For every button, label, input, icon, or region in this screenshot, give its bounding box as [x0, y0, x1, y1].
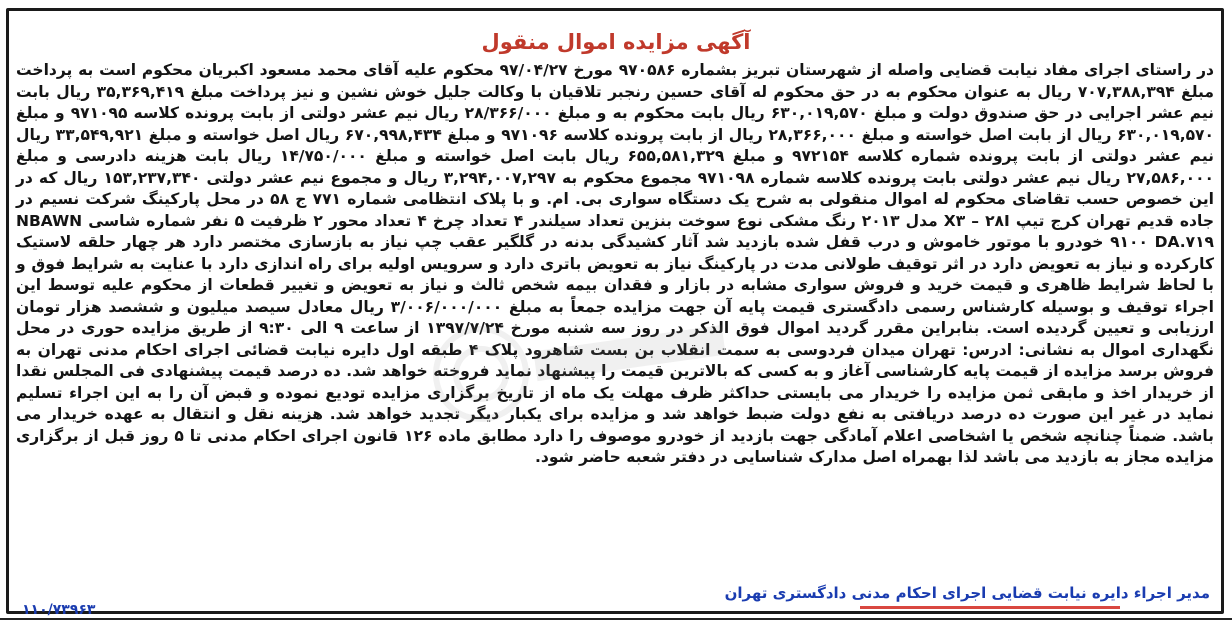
notice-body: در راستای اجرای مفاد نیابت قضایی واصله از شهرستان تبریز بشماره ۹۷۰۵۸۶ مورخ ۹۷/۰۴/۲۷ محکوم علیه آقای محمد مسعود اکبریان محکوم است به پرداخت مبلغ ۷۰۷,۳۸۸,۳۹۴ ریال به عنوان محکوم به در حق محکوم له آقای حسین رنجبر تلاقیان با وکالت جلیل خوش نشین و نیز پرداخت مبلغ ۳۵,۳۶۹,۴۱۹ ریال بابت نیم عشر اجرایی در حق صندوق دولت و مبلغ ۶۳۰,۰۱۹,۵۷۰ ریال بابت محکوم به و مبلغ ۲۸/۳۶۶/۰۰۰ ریال نیم عشر دولتی از بابت پرونده کلاسه ۹۷۱۰۹۵ و مبلغ ۶۳۰,۰۱۹,۵۷۰ ریال از بابت اصل خواسته و مبلغ ۲۸,۳۶۶,۰۰۰ ریال از بابت پرونده کلاسه ۹۷۱۰۹۶ و مبلغ ۶۷۰,۹۹۸,۴۳۴ ریال اصل خواسته و مبلغ ۳۳,۵۴۹,۹۲۱ ریال نیم عشر دولتی از بابت پرونده شماره کلاسه ۹۷۲۱۵۴ و مبلغ ۶۵۵,۵۸۱,۳۲۹ ریال بابت اصل خواسته و مبلغ ۱۴/۷۵۰/۰۰۰ ریال بابت هزینه دادرسی و مبلغ ۲۷,۵۸۶,۰۰۰ ریال نیم عشر دولتی بابت پرونده کلاسه شماره ۹۷۱۰۹۸ مجموع محکوم به ۳,۲۹۴,۰۰۷,۲۹۷ ریال و مجموع نیم عشر دولتی ۱۵۳,۲۳۷,۳۴۰ ریال که در این خصوص حسب تقاضای محکوم له اموال منقولی به شرح یک دستگاه سواری بی. ام. و با پلاک انتظامی شماره ۷۷۱ ج ۵۸ در محل پارکینگ شرکت نسیم در جاده قدیم تهران کرج تیپ X۳ – ۲۸I مدل ۲۰۱۳ رنگ مشکی نوع سوخت بنزین تعداد سیلندر ۴ تعداد چرخ ۴ تعداد محور ۲ ظرفیت ۵ نفر شماره شاسی NBAWN ۹۱۰۰ DA.۷۱۹ خودرو با موتور خاموش و درب قفل شده بازدید شد آثار کشیدگی بدنه در گلگیر عقب چپ نیاز به بازسازی مختصر دارد هر چهار حلقه لاستیک کارکرده و نیاز به تعویض دارد در اثر توقیف طولانی مدت در پارکینگ نیاز به تعویض باتری دارد و سرویس اولیه برای راه اندازی دارد با عنایت به شرایط فوق و با لحاظ شرایط ظاهری و قیمت خرید و فروش سواری مشابه در بازار و فقدان بیمه شخص ثالث و نیاز به تعویض و تغییر قطعات از محکوم علیه توسط این اجراء توقیف و بوسیله کارشناس رسمی دادگستری قیمت پایه آن جهت مزایده جمعاً به مبلغ ۳/۰۰۶/۰۰۰/۰۰۰ ریال معادل سیصد میلیون و ششصد هزار تومان ارزیابی و تعیین گردیده است. بنابراین مقرر گردید اموال فوق الذکر در روز سه شنبه مورخ ۱۳۹۷/۷/۲۴ از ساعت ۹ الی ۹:۳۰ از طریق مزایده حوری در محل نگهداری اموال به نشانی: ادرس: تهران میدان فردوسی به سمت انقلاب بن بست شاهرود پلاک ۴ طبقه اول دایره نیابت قضائی اجرای احکام مدنی تهران به فروش برسد مزایده از قیمت پایه کارشناسی آغاز و به کسی که بالاترین قیمت را پیشنهاد نماید فروخته خواهد شد. ده درصد قیمت پیشنهادی فی المجلس نقدا از خریدار اخذ و مابقی ثمن مزایده را خریدار می بایستی حداکثر ظرف مهلت یک ماه از تاریخ برگزاری مزایده تودیع نموده و قبض آن را به این اجراء تسلیم نماید در غیر این صورت ده درصد دریافتی به نفع دولت ضبط خواهد شد و مزایده برای یکبار دیگر تجدید خواهد شد. هزینه نقل و انتقال به عهده خریدار می باشد. ضمناً چنانچه شخص یا اشخاصی اعلام آمادگی جهت بازدید از خودرو موصوف را دارد مطابق ماده ۱۲۶ قانون اجرای احکام مدنی تا ۵ روز قبل از برگزاری مزایده مجاز به بازدید می باشد لذا بهمراه اصل مدارک شناسایی در دفتر شعبه حاضر شود. — [16, 61, 1215, 466]
reference-number: ۱۱۰/۷۳۹۶۳ — [22, 602, 96, 618]
signature-line: مدیر اجراء دایره نیابت قضایی اجرای احکام مدنی دادگستری تهران — [724, 584, 1210, 602]
notice-title: آگهی مزایده اموال منقول — [481, 30, 751, 54]
